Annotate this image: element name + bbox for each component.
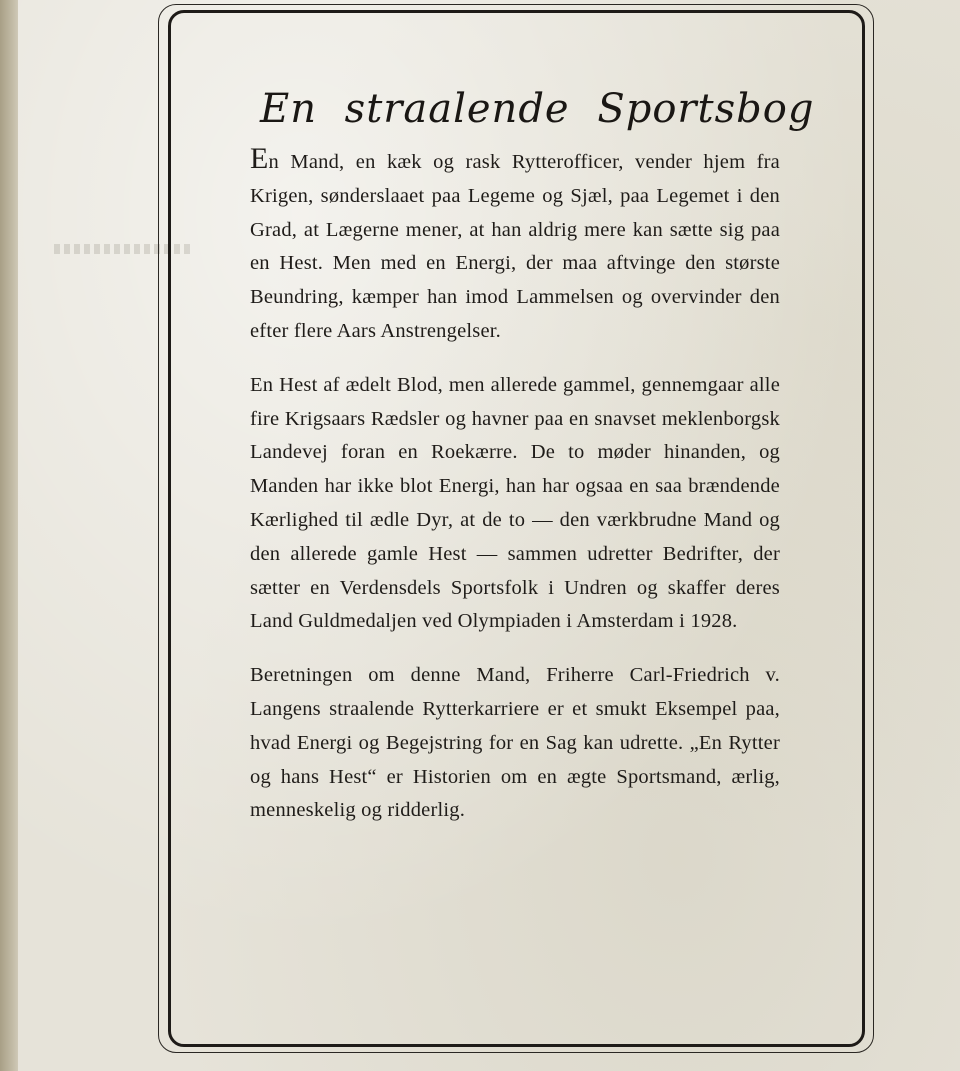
page-title: En straalende Sportsbog [260, 86, 815, 132]
drop-cap-letter: E [250, 142, 269, 175]
paragraph-1: En Mand, en kæk og rask Rytterofficer, vender hjem fra Krigen, sønderslaaet paa Legeme og Sjæl, paa Legemet i den Grad, at Lægerne mener, at han aldrig mere kan sætte sig paa en Hest. Men med en Energi, der maa aftvinge den største Beundring, kæmper han imod Lammelsen og overvinder den efter flere Aars Anstrengelser. [250, 142, 780, 342]
paragraph-2: En Hest af ædelt Blod, men allerede gammel, gennemgaar alle fire Krigsaars Rædsler og havner paa en snavset meklenborgsk Landevej foran en Roekærre. De to møder hinanden, og Manden har ikke blot Energi, han har ogsaa en saa brændende Kærlighed til ædle Dyr, at de to — den værkbrudne Mand og den allerede gamle Hest — sammen udretter Bedrifter, der sætter en Verdensdels Sportsfolk i Undren og skaffer deres Land Guldmedaljen ved Olympiaden i Amsterdam i 1928. [250, 373, 780, 633]
paragraph-3: Beretningen om denne Mand, Friherre Carl-Friedrich v. Langens straalende Rytterkarriere er et smukt Eksempel paa, hvad Energi og Begejstring for en Sag kan udrette. „En Rytter og hans Hest“ er Historien om en ægte Sportsmand, ærlig, menneskelig og ridderlig. [250, 664, 780, 822]
text-block [250, 86, 815, 848]
